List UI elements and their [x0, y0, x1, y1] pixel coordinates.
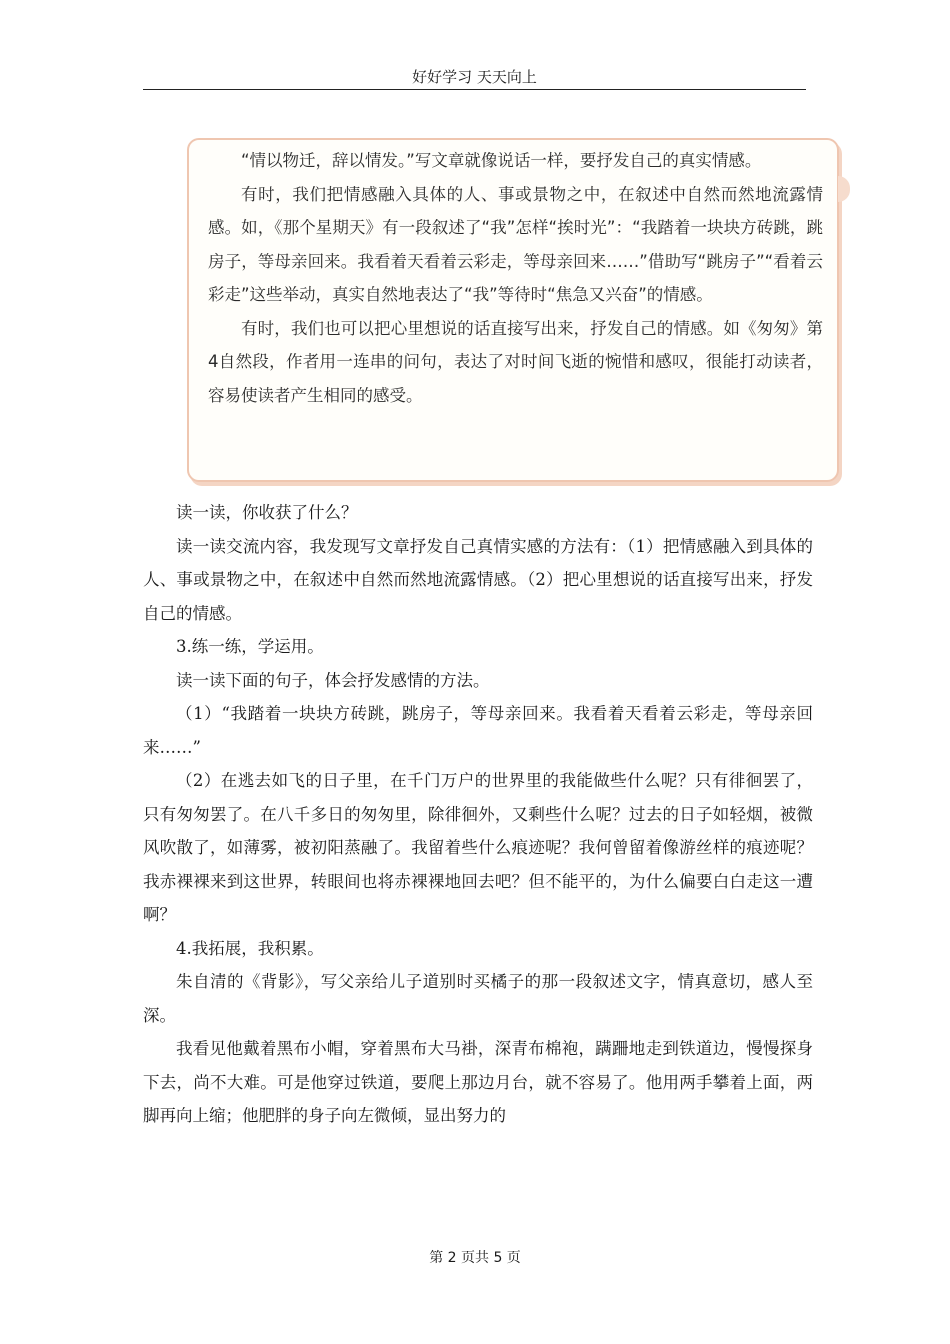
- page-header: 好好学习 天天向上: [412, 68, 537, 86]
- quote-paragraph: （1）“我踏着一块块方砖跳，跳房子，等母亲回来。我看着天看着云彩走，等母亲回来……”: [143, 704, 813, 757]
- paragraph: 读一读，你收获了什么？: [176, 503, 358, 522]
- header-rule: [143, 89, 806, 90]
- tip-card-text: [208, 144, 823, 412]
- section-heading: 3.练一练，学运用。: [176, 637, 324, 656]
- quote-paragraph: （2）在逃去如飞的日子里，在千门万户的世界里的我能做些什么呢？只有徘徊罢了，只有匆匆罢了。在八千多日的匆匆里，除徘徊外，又剩些什么呢？过去的日子如轻烟，被微风吹散了，如薄雾，被初阳蒸融了。我留着些什么痕迹呢？我何曾留着像游丝样的痕迹呢？我赤裸裸来到这世界，转眼间也将赤裸裸地回去吧？但不能平的，为什么偏要白白走这一遭啊？: [143, 771, 813, 924]
- paragraph: 读一读交流内容，我发现写文章抒发自己真情实感的方法有：（1）把情感融入到具体的人、事或景物之中，在叙述中自然而然地流露情感。（2）把心里想说的话直接写出来，抒发自己的情感。: [143, 536, 813, 623]
- paragraph: 我看见他戴着黑布小帽，穿着黑布大马褂，深青布棉袍，蹒跚地走到铁道边，慢慢探身下去，尚不大难。可是他穿过铁道，要爬上那边月台，就不容易了。他用两手攀着上面，两脚再向上缩；他肥胖的身子向左微倾，显出努力的: [143, 1039, 813, 1125]
- page-number: 第 2 页共 5 页: [429, 1250, 521, 1266]
- card-paragraph: “情以物迁，辞以情发。”写文章就像说话一样，要抒发自己的真实情感。: [241, 151, 762, 170]
- tip-card: [187, 138, 839, 482]
- body-text: [143, 496, 813, 1133]
- section-heading: 4.我拓展，我积累。: [176, 938, 324, 958]
- card-paragraph: 有时，我们把情感融入具体的人、事或景物之中，在叙述中自然而然地流露情感。如，《那个星期天》有一段叙述了“我”怎样“挨时光”：“我踏着一块块方砖跳，跳房子，等母亲回来。我看着天看着云彩走，等母亲回来……”借助写“跳房子”“看着云彩走”这些举动，真实自然地表达了“我”等待时“焦急又兴奋”的情感。: [208, 184, 823, 304]
- card-paragraph: 有时，我们也可以把心里想说的话直接写出来，抒发自己的情感。如《匆匆》第4自然段，作者用一连串的问句，表达了对时间飞逝的惋惜和感叹，很能打动读者，容易使读者产生相同的感受。: [208, 318, 823, 405]
- paragraph: 朱自清的《背影》，写父亲给儿子道别时买橘子的那一段叙述文字，情真意切，感人至深。: [143, 972, 813, 1025]
- paragraph: 读一读下面的句子，体会抒发感情的方法。: [176, 670, 490, 690]
- card-page-flap: [838, 176, 850, 202]
